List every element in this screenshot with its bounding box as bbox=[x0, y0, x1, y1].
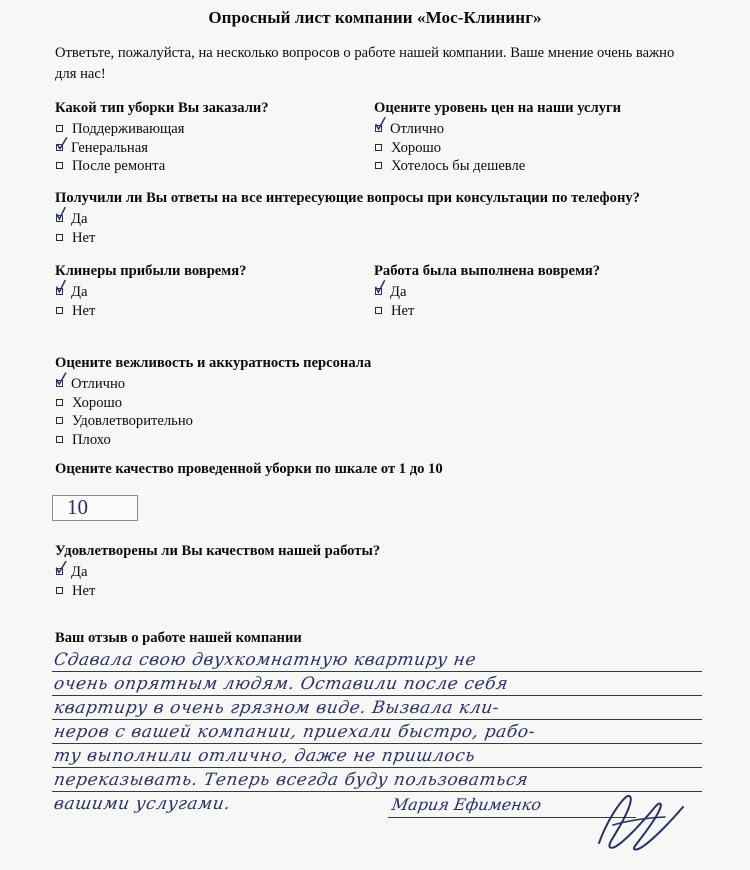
option-row[interactable] bbox=[374, 120, 621, 139]
signature-name: Мария Ефименко bbox=[390, 795, 543, 814]
checkbox[interactable] bbox=[375, 125, 382, 132]
option-row[interactable] bbox=[374, 302, 600, 321]
feedback-line bbox=[52, 696, 702, 720]
checkbox[interactable] bbox=[56, 288, 63, 295]
question-price-level bbox=[374, 100, 621, 176]
question-title: Удовлетворены ли Вы качеством нашей работы? bbox=[55, 543, 381, 559]
checkbox[interactable] bbox=[56, 125, 63, 132]
signature-block bbox=[388, 795, 688, 855]
question-title: Работа была выполнена вовремя? bbox=[374, 263, 601, 279]
option-row[interactable] bbox=[55, 210, 640, 229]
option-label: Да bbox=[390, 284, 407, 300]
feedback-line bbox=[52, 672, 702, 696]
option-row[interactable] bbox=[55, 139, 269, 158]
question-title: Оцените качество проведенной уборки по шкале от 1 до 10 bbox=[55, 461, 443, 477]
feedback-line-text: очень опрятным людям. Оставили после себя bbox=[52, 674, 510, 694]
option-label: Хорошо bbox=[391, 139, 442, 156]
option-label: Нет bbox=[72, 229, 96, 246]
option-row[interactable] bbox=[55, 582, 380, 601]
checkbox[interactable] bbox=[56, 144, 63, 151]
feedback-line bbox=[52, 720, 702, 744]
option-label: Нет bbox=[72, 302, 96, 319]
option-row[interactable] bbox=[374, 139, 621, 158]
checkbox[interactable] bbox=[56, 587, 63, 594]
option-label: Отлично bbox=[390, 121, 445, 137]
option-label: Хорошо bbox=[72, 394, 123, 411]
feedback-line bbox=[52, 744, 702, 768]
option-label: Нет bbox=[72, 582, 96, 599]
checkbox[interactable] bbox=[56, 215, 63, 222]
option-row[interactable] bbox=[55, 229, 640, 248]
option-label: Генеральная bbox=[71, 139, 148, 156]
signature-mark-icon bbox=[593, 791, 688, 858]
option-row[interactable] bbox=[55, 157, 269, 176]
option-label: Удовлетворительно bbox=[72, 413, 193, 429]
quality-score-input[interactable] bbox=[52, 495, 138, 521]
option-label: Да bbox=[71, 564, 88, 580]
question-title: Оцените уровень цен на наши услуги bbox=[374, 100, 622, 116]
question-title: Получили ли Вы ответы на все интересующие вопросы при консультации по телефону? bbox=[55, 190, 640, 206]
feedback-title: Ваш отзыв о работе нашей компании bbox=[55, 630, 302, 646]
checkbox[interactable] bbox=[56, 380, 63, 387]
option-row[interactable] bbox=[55, 120, 269, 139]
checkbox[interactable] bbox=[56, 234, 63, 241]
option-row[interactable] bbox=[374, 283, 600, 302]
option-row[interactable] bbox=[55, 375, 371, 394]
option-row[interactable] bbox=[55, 302, 246, 321]
option-label: Отлично bbox=[71, 376, 126, 392]
option-row[interactable] bbox=[55, 563, 380, 582]
feedback-line-text: неров с вашей компании, приехали быстро, рабо- bbox=[52, 722, 537, 742]
feedback-line bbox=[52, 768, 702, 792]
option-label: Нет bbox=[391, 302, 415, 319]
option-label: Плохо bbox=[72, 431, 111, 448]
question-title: Клинеры прибыли вовремя? bbox=[55, 263, 247, 279]
option-row[interactable] bbox=[55, 412, 371, 431]
checkbox[interactable] bbox=[56, 162, 63, 169]
question-phone-consultation bbox=[55, 190, 640, 247]
question-quality-scale bbox=[55, 461, 443, 481]
question-staff-politeness bbox=[55, 355, 371, 449]
option-row[interactable] bbox=[55, 431, 371, 450]
checkbox[interactable] bbox=[56, 417, 63, 424]
option-label: Поддерживающая bbox=[72, 121, 185, 137]
feedback-line-text: вашими услугами. bbox=[52, 794, 232, 814]
question-cleaning-type bbox=[55, 100, 269, 176]
option-label: После ремонта bbox=[72, 158, 166, 174]
feedback-line bbox=[52, 648, 702, 672]
checkbox[interactable] bbox=[375, 144, 382, 151]
checkbox[interactable] bbox=[56, 568, 63, 575]
feedback-line-text: квартиру в очень грязном виде. Вызвала кли- bbox=[52, 698, 501, 718]
option-row[interactable] bbox=[55, 283, 246, 302]
checkbox[interactable] bbox=[375, 288, 382, 295]
option-label: Да bbox=[71, 284, 88, 300]
question-title: Оцените вежливость и аккуратность персонала bbox=[55, 355, 372, 371]
intro-paragraph: Ответьте, пожалуйста, на несколько вопросов о работе нашей компании. Ваше мнение очень важно для нас! bbox=[55, 45, 675, 82]
question-work-on-time bbox=[374, 263, 600, 320]
feedback-line-text: Сдавала свою двухкомнатную квартиру не bbox=[52, 650, 478, 670]
checkbox[interactable] bbox=[56, 399, 63, 406]
checkbox[interactable] bbox=[56, 436, 63, 443]
feedback-line-text: ту выполнили отлично, даже не пришлось bbox=[52, 746, 477, 766]
checkbox[interactable] bbox=[375, 162, 382, 169]
option-row[interactable] bbox=[55, 394, 371, 413]
option-row[interactable] bbox=[374, 157, 621, 176]
feedback-line-text: переказывать. Теперь всегда буду пользоваться bbox=[52, 770, 530, 790]
question-satisfied bbox=[55, 543, 380, 600]
option-label: Хотелось бы дешевле bbox=[391, 158, 526, 174]
quality-score-value: 10 bbox=[67, 495, 88, 519]
checkbox[interactable] bbox=[375, 307, 382, 314]
question-title: Какой тип уборки Вы заказали? bbox=[55, 100, 269, 116]
page-title: Опросный лист компании «Мос-Клининг» bbox=[208, 8, 542, 27]
checkbox[interactable] bbox=[56, 307, 63, 314]
question-cleaners-on-time bbox=[55, 263, 246, 320]
option-label: Да bbox=[71, 211, 88, 227]
